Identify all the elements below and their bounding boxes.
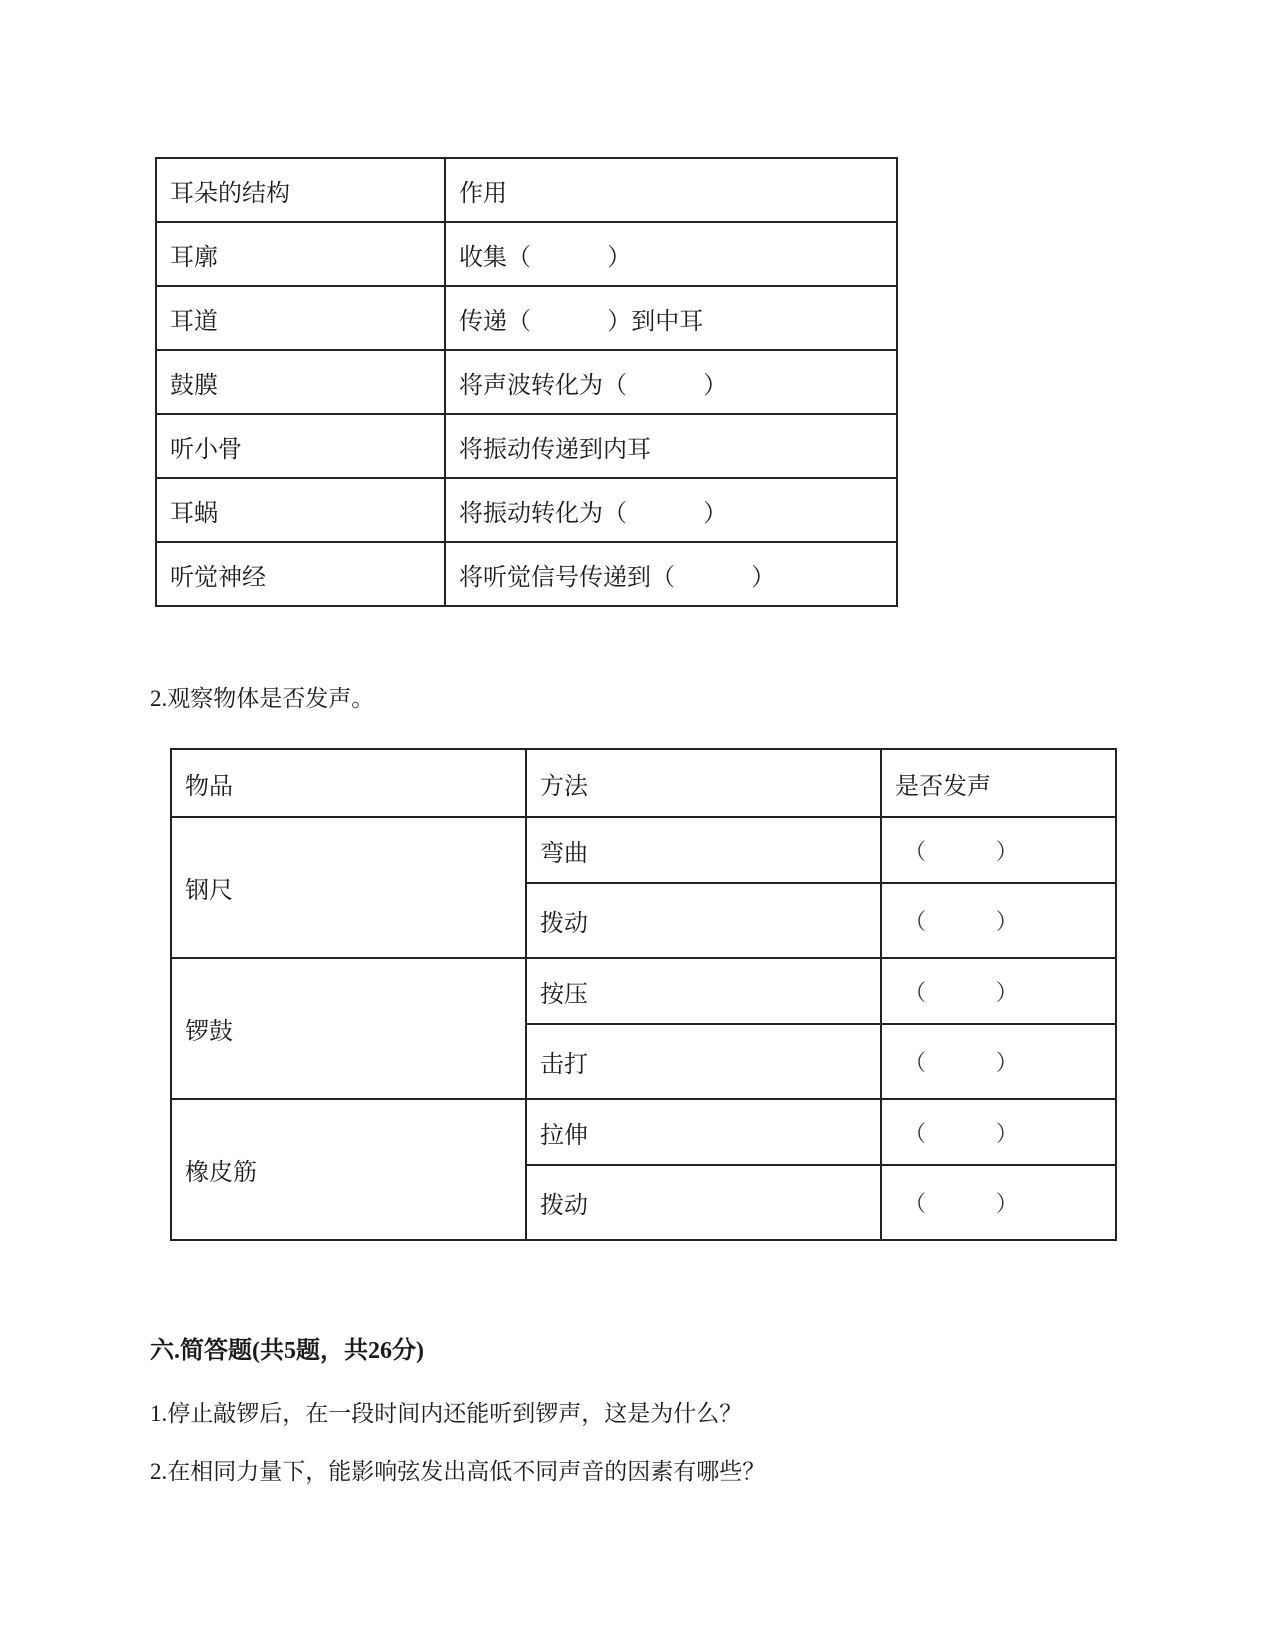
short-answer-question-1: 1.停止敲锣后，在一段时间内还能听到锣声，这是为什么？ [150, 1401, 743, 1426]
answer-blank: （ ） [881, 958, 1116, 1024]
table-row [156, 478, 897, 542]
method-cell: 击打 [526, 1024, 881, 1099]
ear-structure-table [155, 157, 898, 607]
table-cell: 耳廓 [156, 222, 445, 286]
method-cell: 弯曲 [526, 817, 881, 883]
table-cell: 将振动转化为（ ） [445, 478, 897, 542]
table-cell: 耳朵的结构 [156, 158, 445, 222]
table-row [171, 817, 1116, 883]
answer-blank: （ ） [881, 883, 1116, 958]
table-row [156, 286, 897, 350]
header-cell-method: 方法 [526, 749, 881, 817]
answer-blank: （ ） [881, 817, 1116, 883]
question-2-label: 2.观察物体是否发声。 [150, 686, 375, 711]
answer-blank: （ ） [881, 1165, 1116, 1240]
item-cell: 锣鼓 [171, 958, 526, 1099]
item-cell: 钢尺 [171, 817, 526, 958]
table-row [156, 158, 897, 222]
table-row [171, 1099, 1116, 1165]
item-cell: 橡皮筋 [171, 1099, 526, 1240]
method-cell: 按压 [526, 958, 881, 1024]
table-cell: 耳蜗 [156, 478, 445, 542]
table-cell: 鼓膜 [156, 350, 445, 414]
table-row [171, 958, 1116, 1024]
method-cell: 拨动 [526, 883, 881, 958]
table-row [156, 542, 897, 606]
answer-blank: （ ） [881, 1024, 1116, 1099]
sound-observation-table [170, 748, 1117, 1241]
table-cell: 收集（ ） [445, 222, 897, 286]
table-cell: 耳道 [156, 286, 445, 350]
method-cell: 拨动 [526, 1165, 881, 1240]
table-row [156, 222, 897, 286]
table-cell: 听觉神经 [156, 542, 445, 606]
table-cell: 传递（ ）到中耳 [445, 286, 897, 350]
section-title: 六.简答题(共5题，共26分) [150, 1338, 424, 1364]
short-answer-question-2: 2.在相同力量下，能影响弦发出高低不同声音的因素有哪些？ [150, 1459, 766, 1484]
header-cell-sound: 是否发声 [881, 749, 1116, 817]
answer-blank: （ ） [881, 1099, 1116, 1165]
table-cell: 将听觉信号传递到（ ） [445, 542, 897, 606]
table-cell: 将声波转化为（ ） [445, 350, 897, 414]
table-cell: 作用 [445, 158, 897, 222]
table-cell: 听小骨 [156, 414, 445, 478]
header-cell-item: 物品 [171, 749, 526, 817]
table-row [156, 414, 897, 478]
table-row [156, 350, 897, 414]
table-header-row [171, 749, 1116, 817]
method-cell: 拉伸 [526, 1099, 881, 1165]
table-cell: 将振动传递到内耳 [445, 414, 897, 478]
